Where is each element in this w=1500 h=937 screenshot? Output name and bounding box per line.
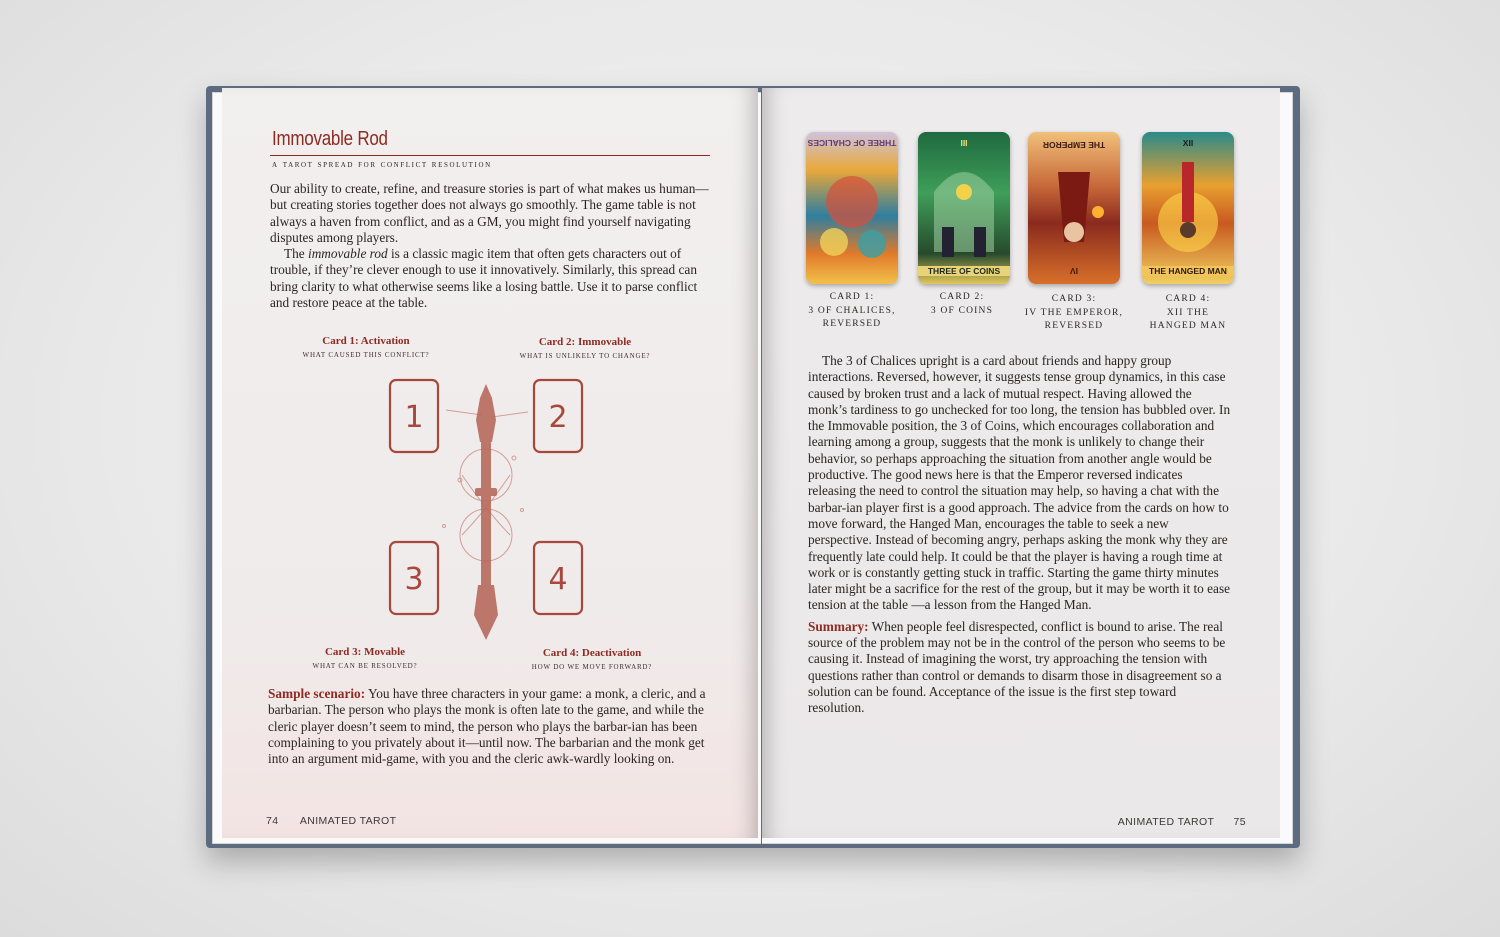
immovable-rod-icon xyxy=(474,384,498,640)
section-title: Immovable Rod xyxy=(272,128,388,150)
page-number-left: 74 xyxy=(266,815,279,827)
scenario-label: Sample scenario: xyxy=(268,686,366,701)
card-1-label: Card 1: Activation xyxy=(322,335,410,347)
card-numeral-3: IV xyxy=(1069,266,1079,276)
section-subtitle: a tarot spread for conflict resolution xyxy=(272,159,492,170)
page-number-right: 75 xyxy=(1233,816,1246,828)
intro-paragraph-2: The immovable rod is a classic magic item that often gets characters out of trouble, if they’re clever enough to use it innovatively. Similarly, this spread can bring clarity to what otherwise seems like a losing battle. Use it to parse conflict and restore peace at the table. xyxy=(270,246,698,311)
card-caption-1: CARD 1: 3 OF CHALICES, REVERSED xyxy=(808,292,896,329)
sample-scenario xyxy=(268,686,708,767)
summary-text: When people feel disrespected, conflict is bound to arise. The real source of the problem may not be in the control of the person who seems to be causing it. Instead of imagining the worst, try approaching the tension with questions rather than control or demands to disarm those in disagreement so a solution can be found. Acceptance of the issue is the first step toward resolution. xyxy=(808,618,1226,716)
scenario-text: You have three characters in your game: a monk, a cleric, and a barbarian. The person who plays the monk is often late to the game, and while the cleric player doesn’t seem to mind, the person who plays the barbar-ian has been complaining to you privately about it—until now. The barbarian and the monk get into an argument mid-game, with you and the cleric awk-wardly looking on. xyxy=(268,686,706,767)
card-3-label: Card 3: Movable xyxy=(324,646,406,658)
card-art-title-4: THE HANGED MAN xyxy=(1142,266,1234,276)
card-art-title-3: THE EMPEROR xyxy=(1042,140,1106,150)
card-1-question: WHAT CAUSED THIS CONFLICT? xyxy=(302,351,430,359)
summary-label: Summary: xyxy=(808,618,869,634)
card-numeral-4: XII xyxy=(1182,138,1194,148)
title-rule xyxy=(270,155,710,156)
left-page xyxy=(222,88,758,838)
spread-number-1: 1 xyxy=(404,400,424,435)
tarot-card-three-of-coins xyxy=(918,132,1010,284)
card-caption-3: CARD 3: IV THE EMPEROR, REVERSED xyxy=(1024,294,1124,331)
card-4-question: HOW DO WE MOVE FORWARD? xyxy=(531,663,653,671)
running-head-right: ANIMATED TAROT xyxy=(1117,816,1215,828)
card-2-label: Card 2: Immovable xyxy=(538,336,632,348)
right-page xyxy=(762,88,1280,838)
intro-paragraph-1: Our ability to create, refine, and treasure stories is part of what makes us human—but creating stories together does not always go smoothly. The game table is not always a haven from conflict, and as a GM, you might find yourself navigating disputes among players. xyxy=(270,181,709,245)
card-caption-4: CARD 4: XII THE HANGED MAN xyxy=(1149,294,1227,331)
interpretation-paragraph: The 3 of Chalices upright is a card about friends and happy group interactions. Reversed, however, it suggests tense group dynamics, in this case caused by broken trust and a lack of mutual respect. Having allowed the monk’s tardiness to go unchecked for too long, the tension has bubbled over. In the Immovable position, the 3 of Coins, which encourages collaboration and learning among a group, suggests that the monk is unlikely to change their behavior, so perhaps approaching the situation from another angle would be productive. The good news here is that the Emperor reversed indicates releasing the need to control the situation may help, so having a chat with the barbar-ian player first is a good approach. The advice from the cards on how to move forward, the Hanged Man, encourages the table to seek a new perspective. Instead of becoming angry, perhaps asking the monk why they are frequently late could help. It could be that the player is having a rough time at work or is constantly getting stuck in traffic. Starting the game thirty minutes later might be a sacrifice for the rest of the group, but it may be worth it to ease tension at the table —a lesson from the Hanged Man. xyxy=(808,353,1231,613)
card-caption-2: CARD 2: 3 OF COINS xyxy=(930,292,994,316)
summary-paragraph xyxy=(808,619,1232,717)
tarot-card-the-emperor xyxy=(1028,132,1120,284)
card-3-question: WHAT CAN BE RESOLVED? xyxy=(312,662,418,670)
interpretation-text xyxy=(808,353,1232,717)
card-numeral-2: III xyxy=(960,138,968,148)
tarot-card-the-hanged-man xyxy=(1142,132,1234,284)
spread-number-4: 4 xyxy=(548,562,568,597)
card-art-title-2: THREE OF COINS xyxy=(918,266,1010,276)
intro-text xyxy=(270,181,714,311)
card-4-label: Card 4: Deactivation xyxy=(542,647,642,659)
spread-number-2: 2 xyxy=(548,400,568,435)
card-2-question: WHAT IS UNLIKELY TO CHANGE? xyxy=(519,352,651,360)
spread-diagram xyxy=(382,370,612,660)
spread-number-3: 3 xyxy=(404,562,424,597)
card-art-title-1: THREE OF CHALICES xyxy=(807,138,897,148)
left-footer xyxy=(266,815,396,827)
right-footer xyxy=(1118,816,1246,828)
running-head-left: ANIMATED TAROT xyxy=(299,815,397,827)
tarot-card-three-of-chalices xyxy=(806,132,898,284)
